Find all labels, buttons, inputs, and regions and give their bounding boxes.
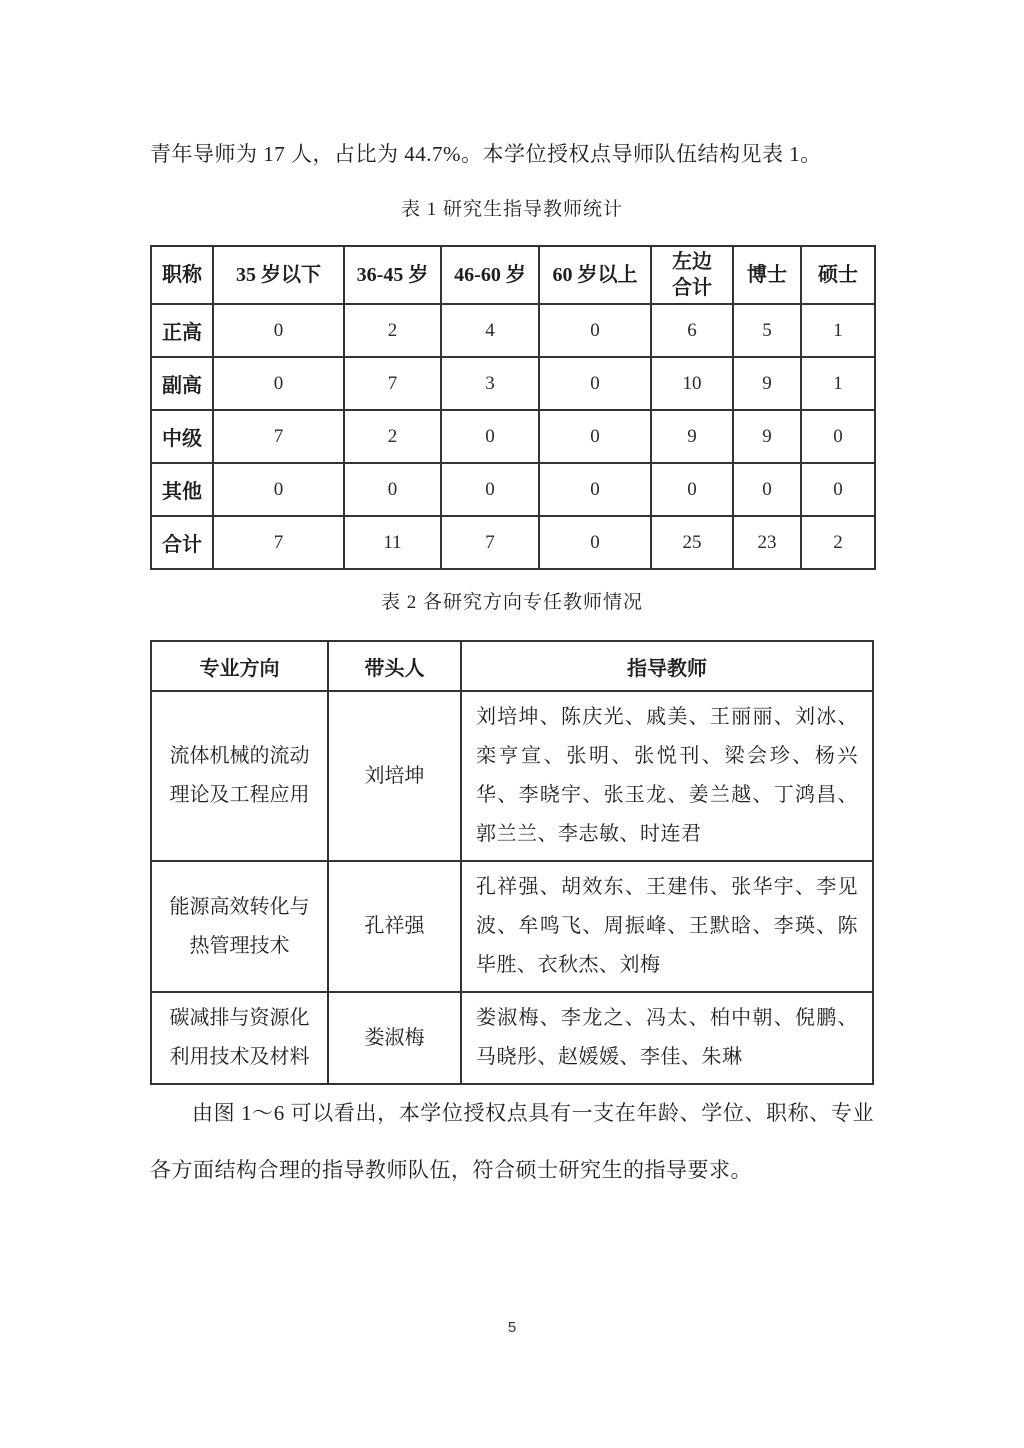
table1-cell: 0	[539, 357, 651, 410]
table1-cell: 2	[344, 410, 441, 463]
table2-header-cell: 带头人	[328, 641, 461, 691]
table1-cell: 0	[801, 463, 875, 516]
table1-cell: 0	[539, 516, 651, 569]
table1-cell: 0	[801, 410, 875, 463]
table1-header-row	[151, 246, 875, 304]
table1-cell: 0	[213, 463, 344, 516]
table2-header-row	[151, 641, 873, 691]
table1-cell: 0	[441, 463, 539, 516]
table1-cell: 0	[213, 304, 344, 357]
table1-cell: 0	[651, 463, 733, 516]
table1-cell: 25	[651, 516, 733, 569]
table1-cell: 0	[539, 463, 651, 516]
table1-cell: 10	[651, 357, 733, 410]
table1-cell: 7	[344, 357, 441, 410]
table1-header-cell: 左边合计	[651, 246, 733, 304]
table1-cell: 7	[441, 516, 539, 569]
table1-header-cell: 职称	[151, 246, 213, 304]
table-row	[151, 463, 875, 516]
table1-header-cell: 60 岁以上	[539, 246, 651, 304]
table1-cell: 5	[733, 304, 801, 357]
table1-cell: 7	[213, 516, 344, 569]
table-row	[151, 992, 873, 1084]
table2-header-cell: 指导教师	[461, 641, 873, 691]
table1-cell: 3	[441, 357, 539, 410]
paragraph-intro: 青年导师为 17 人，占比为 44.7%。本学位授权点导师队伍结构见表 1。	[150, 142, 822, 166]
table1-cell: 0	[213, 357, 344, 410]
table1-cell: 1	[801, 304, 875, 357]
table1-cell: 1	[801, 357, 875, 410]
table2-header-cell: 专业方向	[151, 641, 328, 691]
table1-teacher-statistics	[150, 245, 876, 570]
research-direction: 流体机械的流动理论及工程应用	[151, 691, 328, 861]
table1-row-label: 正高	[151, 304, 213, 357]
table2-research-directions	[150, 640, 874, 1085]
table1-caption: 表 1 研究生指导教师统计	[400, 199, 623, 220]
table1-cell: 0	[539, 410, 651, 463]
direction-teachers: 孔祥强、胡效东、王建伟、张华宇、李见波、牟鸣飞、周振峰、王默晗、李瑛、陈毕胜、衣秋杰、刘梅	[461, 861, 873, 992]
direction-teachers: 刘培坤、陈庆光、戚美、王丽丽、刘冰、栾亨宣、张明、张悦刊、梁会珍、杨兴华、李晓宇、张玉龙、姜兰越、丁鸿昌、郭兰兰、李志敏、时连君	[461, 691, 873, 861]
table1-row-label: 其他	[151, 463, 213, 516]
research-direction: 能源高效转化与热管理技术	[151, 861, 328, 992]
table-row	[151, 357, 875, 410]
table1-cell: 9	[733, 357, 801, 410]
table1-cell: 0	[539, 304, 651, 357]
direction-teachers: 娄淑梅、李龙之、冯太、柏中朝、倪鹏、马晓彤、赵媛媛、李佳、朱琳	[461, 992, 873, 1084]
table1-cell: 4	[441, 304, 539, 357]
table1-cell: 23	[733, 516, 801, 569]
direction-leader: 孔祥强	[328, 861, 461, 992]
table-row	[151, 410, 875, 463]
paragraph-conclusion: 由图 1～6 可以看出，本学位授权点具有一支在年龄、学位、职称、专业各方面结构合理的指导教师队伍，符合硕士研究生的指导要求。	[150, 1101, 874, 1182]
page-number: 5	[507, 1319, 517, 1336]
table1-cell: 11	[344, 516, 441, 569]
table1-row-label: 合计	[151, 516, 213, 569]
table1-cell: 2	[344, 304, 441, 357]
table1-cell: 0	[344, 463, 441, 516]
table1-row-label: 副高	[151, 357, 213, 410]
table1-cell: 0	[441, 410, 539, 463]
research-direction: 碳减排与资源化利用技术及材料	[151, 992, 328, 1084]
direction-leader: 娄淑梅	[328, 992, 461, 1084]
table-row	[151, 691, 873, 861]
table1-cell: 0	[733, 463, 801, 516]
table1-row-label: 中级	[151, 410, 213, 463]
table1-header-cell: 46-60 岁	[441, 246, 539, 304]
table1-header-cell: 博士	[733, 246, 801, 304]
table1-cell: 6	[651, 304, 733, 357]
table2-caption: 表 2 各研究方向专任教师情况	[380, 592, 643, 613]
table1-header-cell: 硕士	[801, 246, 875, 304]
table-row	[151, 516, 875, 569]
table1-header-cell: 36-45 岁	[344, 246, 441, 304]
table1-cell: 2	[801, 516, 875, 569]
table1-cell: 7	[213, 410, 344, 463]
table1-cell: 9	[651, 410, 733, 463]
table1-header-cell: 35 岁以下	[213, 246, 344, 304]
table-row	[151, 861, 873, 992]
table-row	[151, 304, 875, 357]
direction-leader: 刘培坤	[328, 691, 461, 861]
table1-cell: 9	[733, 410, 801, 463]
